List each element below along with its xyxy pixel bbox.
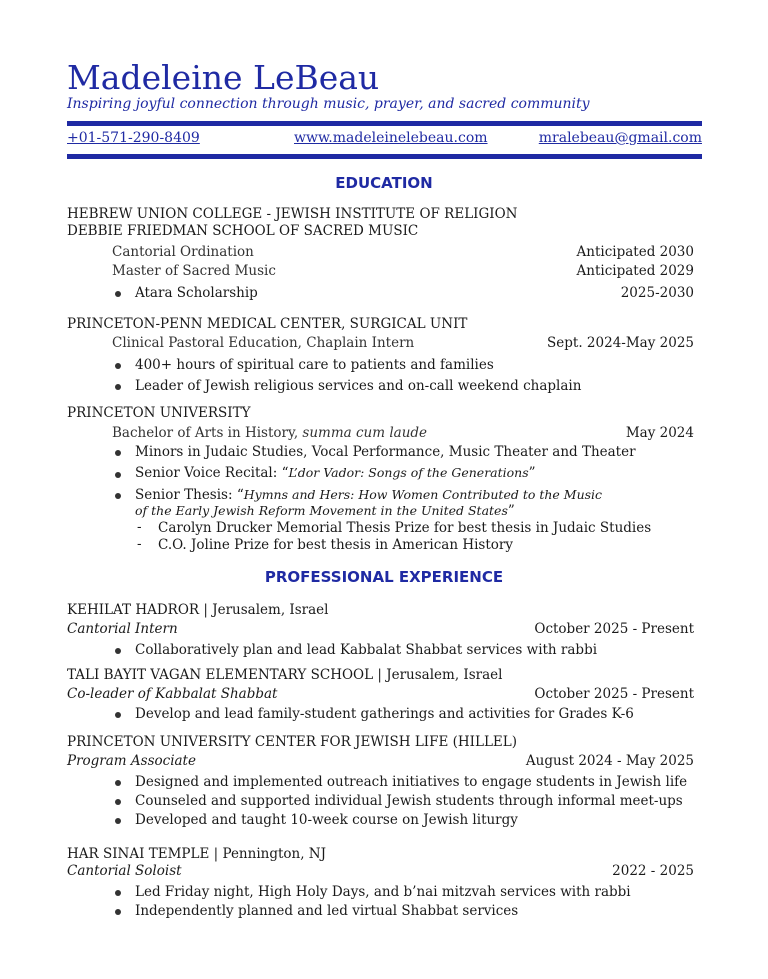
bullet-dot — [115, 909, 121, 915]
phone-link[interactable]: +01-571-290-8409 — [67, 130, 200, 146]
tagline: Inspiring joyful connection through music, prayer, and sacred community — [67, 96, 590, 112]
thesis-title-line1: Hymns and Hers: How Women Contributed to the Music — [243, 487, 603, 502]
princeton-degree: Bachelor of Arts in History, — [112, 425, 303, 441]
dash-marker: - — [137, 536, 142, 552]
ppmc-name: PRINCETON-PENN MEDICAL CENTER, SURGICAL UNIT — [67, 316, 468, 332]
thesis-title-line2: of the Early Jewish Reform Movement in the United States — [135, 503, 508, 518]
harsinai-bullet-2: Independently planned and led virtual Shabbat services — [135, 903, 519, 919]
ppmc-date: Sept. 2024-May 2025 — [547, 335, 694, 351]
thesis-prefix: Senior Thesis: “ — [135, 487, 244, 503]
bullet-dot — [115, 493, 121, 499]
hillel-bullet-1: Designed and implemented outreach initiatives to engage students in Jewish life — [135, 774, 688, 790]
bullet-dot — [115, 384, 121, 390]
tali-role: Co-leader of Kabbalat Shabbat — [67, 686, 278, 702]
hillel-role: Program Associate — [67, 753, 196, 769]
tali-org: TALI BAYIT VAGAN ELEMENTARY SCHOOL | Jerusalem, Israel — [67, 667, 503, 683]
harsinai-role: Cantorial Soloist — [67, 863, 182, 879]
bullet-dot — [115, 648, 121, 654]
huc-name-line1: HEBREW UNION COLLEGE - JEWISH INSTITUTE OF RELIGION — [67, 206, 518, 222]
bullet-dot — [115, 799, 121, 805]
harsinai-bullet-1: Led Friday night, High Holy Days, and b’nai mitzvah services with rabbi — [135, 884, 631, 900]
huc-bullet-1-date: 2025-2030 — [620, 285, 694, 301]
hadror-date: October 2025 - Present — [534, 621, 694, 637]
huc-degree-2: Master of Sacred Music — [112, 263, 276, 279]
princeton-date: May 2024 — [625, 425, 694, 441]
tali-date: October 2025 - Present — [534, 686, 694, 702]
ppmc-bullet-1: 400+ hours of spiritual care to patients and families — [135, 357, 494, 373]
princeton-bullet-minors: Minors in Judaic Studies, Vocal Performance, Music Theater and Theater — [135, 444, 636, 460]
hillel-date: August 2024 - May 2025 — [525, 753, 694, 769]
thesis-line2 — [135, 503, 515, 519]
bullet-dot — [115, 818, 121, 824]
bullet-dot — [115, 780, 121, 786]
huc-degree-1-date: Anticipated 2030 — [576, 244, 694, 260]
princeton-bullet-recital — [135, 465, 536, 481]
huc-bullet-1: Atara Scholarship — [135, 285, 258, 301]
harsinai-org: HAR SINAI TEMPLE | Pennington, NJ — [67, 846, 327, 862]
hadror-role: Cantorial Intern — [67, 621, 178, 637]
experience-heading: PROFESSIONAL EXPERIENCE — [264, 568, 504, 586]
bullet-dot — [115, 291, 121, 297]
recital-title: L’dor Vador: Songs of the Generations — [288, 465, 529, 480]
huc-degree-1: Cantorial Ordination — [112, 244, 254, 260]
bullet-dot — [115, 472, 121, 478]
candidate-name: Madeleine LeBeau — [67, 58, 380, 97]
bullet-dot — [115, 712, 121, 718]
dash-marker: - — [137, 519, 142, 535]
hadror-org: KEHILAT HADROR | Jerusalem, Israel — [67, 602, 329, 618]
ppmc-bullet-2: Leader of Jewish religious services and on-call weekend chaplain — [135, 378, 582, 394]
bullet-dot — [115, 890, 121, 896]
princeton-degree-line — [112, 425, 427, 441]
education-heading: EDUCATION — [335, 174, 433, 192]
princeton-honors: summa cum laude — [302, 425, 428, 441]
hillel-bullet-3: Developed and taught 10-week course on Jewish liturgy — [135, 812, 518, 828]
hillel-org: PRINCETON UNIVERSITY CENTER FOR JEWISH LIFE (HILLEL) — [67, 734, 518, 750]
website-link[interactable]: www.madeleinelebeau.com — [294, 130, 488, 146]
tali-bullet-1: Develop and lead family-student gatherings and activities for Grades K-6 — [135, 706, 634, 722]
huc-name-line2: DEBBIE FRIEDMAN SCHOOL OF SACRED MUSIC — [67, 223, 419, 239]
recital-suffix: ” — [528, 465, 536, 481]
huc-degree-2-date: Anticipated 2029 — [576, 263, 694, 279]
harsinai-date: 2022 - 2025 — [612, 863, 694, 879]
recital-prefix: Senior Voice Recital: “ — [135, 465, 289, 481]
princeton-bullet-thesis — [135, 487, 602, 503]
email-link[interactable]: mralebeau@gmail.com — [538, 130, 702, 146]
header-rule-bottom — [67, 154, 702, 159]
hillel-bullet-2: Counseled and supported individual Jewish students through informal meet-ups — [135, 793, 683, 809]
bullet-dot — [115, 450, 121, 456]
hadror-bullet-1: Collaboratively plan and lead Kabbalat Shabbat services with rabbi — [135, 642, 598, 658]
bullet-dot — [115, 363, 121, 369]
prize-1: Carolyn Drucker Memorial Thesis Prize for best thesis in Judaic Studies — [158, 520, 652, 536]
ppmc-role: Clinical Pastoral Education, Chaplain Intern — [112, 335, 415, 351]
header-rule-top — [67, 121, 702, 126]
thesis-suffix: ” — [507, 503, 515, 519]
princeton-name: PRINCETON UNIVERSITY — [67, 405, 251, 421]
prize-2: C.O. Joline Prize for best thesis in American History — [158, 537, 513, 553]
